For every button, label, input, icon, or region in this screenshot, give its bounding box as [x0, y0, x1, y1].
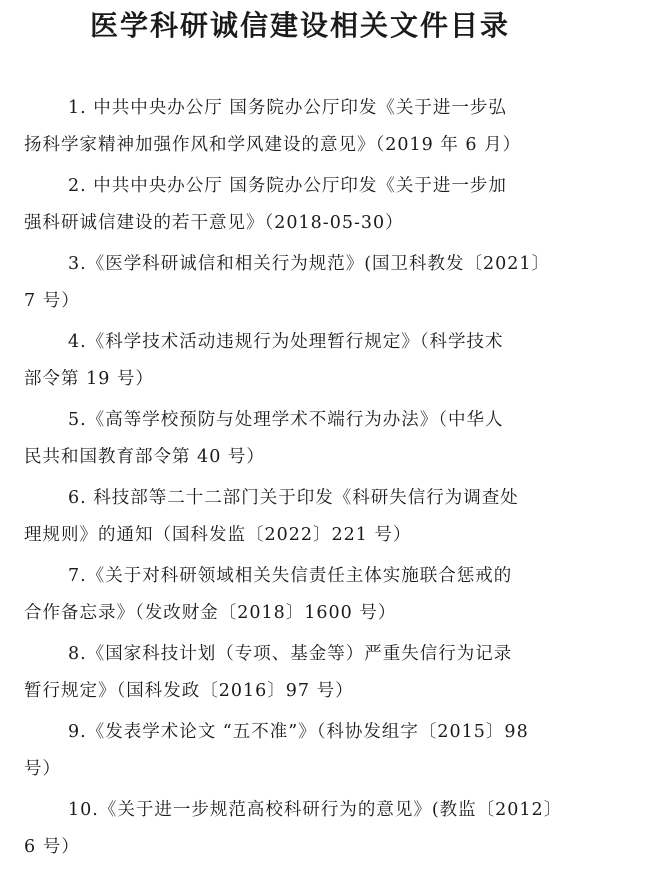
list-item-line: 1. 中共中央办公厅 国务院办公厅印发《关于进一步弘	[68, 98, 507, 118]
list-item-line: 3.《医学科研诚信和相关行为规范》(国卫科教发〔2021〕	[68, 254, 551, 274]
list-item-line: 9.《发表学术论文 “五不准”》（科协发组字〔2015〕98	[68, 722, 529, 742]
list-item	[24, 714, 636, 788]
list-item-line: 扬科学家精神加强作风和学风建设的意见》（2019 年 6 月）	[24, 135, 522, 155]
list-item	[24, 792, 636, 866]
list-item	[24, 246, 636, 320]
list-item-line: 部令第 19 号）	[24, 369, 154, 389]
list-item-line: 6 号）	[24, 837, 80, 857]
list-item-line: 5.《高等学校预防与处理学术不端行为办法》（中华人	[68, 410, 504, 430]
list-item	[24, 558, 636, 632]
list-item-line: 8.《国家科技计划（专项、基金等）严重失信行为记录	[68, 644, 513, 664]
list-item-line: 合作备忘录》（发改财金〔2018〕1600 号）	[24, 603, 397, 623]
list-item-line: 10.《关于进一步规范高校科研行为的意见》(教监〔2012〕	[68, 800, 563, 820]
list-item-line: 4.《科学技术活动违规行为处理暂行规定》（科学技术	[68, 332, 504, 352]
list-item-line: 号）	[24, 759, 61, 779]
document-list	[24, 90, 636, 870]
list-item	[24, 402, 636, 476]
list-item-line: 强科研诚信建设的若干意见》（2018-05-30）	[24, 213, 404, 233]
list-item	[24, 480, 636, 554]
list-item-line: 理规则》的通知（国科发监〔2022〕221 号）	[24, 525, 412, 545]
list-item-line: 7 号）	[24, 291, 80, 311]
list-item-line: 6. 科技部等二十二部门关于印发《科研失信行为调查处	[68, 488, 519, 508]
list-item-line: 暂行规定》（国科发政〔2016〕97 号）	[24, 681, 354, 701]
list-item-line: 2. 中共中央办公厅 国务院办公厅印发《关于进一步加	[68, 176, 507, 196]
list-item	[24, 90, 636, 164]
list-item	[24, 324, 636, 398]
list-item	[24, 168, 636, 242]
list-item-line: 7.《关于对科研领域相关失信责任主体实施联合惩戒的	[68, 566, 513, 586]
list-item	[24, 636, 636, 710]
list-item-line: 民共和国教育部令第 40 号）	[24, 447, 265, 467]
document-title: 医学科研诚信建设相关文件目录	[89, 9, 510, 42]
